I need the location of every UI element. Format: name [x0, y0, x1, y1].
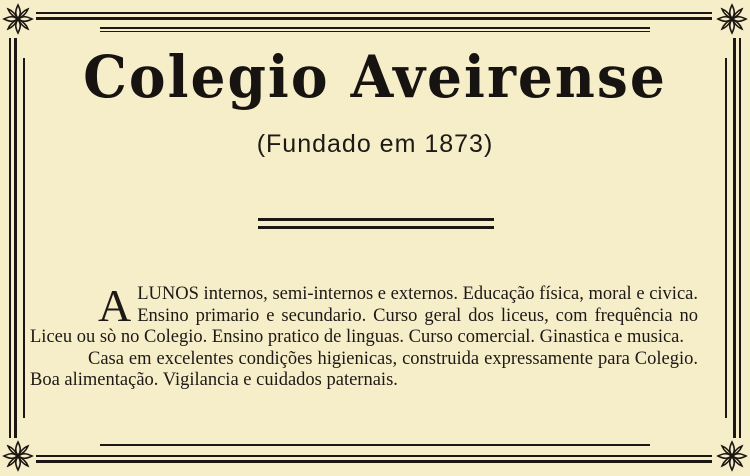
right-border-rule: [725, 58, 727, 418]
bottom-border-rule: [36, 460, 712, 463]
section-divider: [258, 226, 494, 229]
page-title: Colegio Aveirense: [83, 42, 667, 111]
paragraph-text: LUNOS internos, semi-internos e externos. Educação física, moral e civica. Ensino primario e secundario. Curso geral dos liceus, com frequência no Liceu ou sò no Colegio. Ensino pratico de linguas. Curso comercial. Ginastica e musica.: [30, 284, 698, 347]
top-border-rule: [100, 31, 650, 32]
drop-cap: A: [98, 280, 132, 331]
left-border-rule: [23, 58, 25, 418]
flower-ornament-icon: [715, 2, 749, 36]
bottom-border-rule: [36, 455, 712, 457]
body-paragraph: Casa em excelentes condições higienicas, construida expressamente para Colegio. Boa alimentação. Vigilancia e cuidados paternais.: [30, 348, 698, 390]
section-divider: [258, 218, 494, 221]
flower-ornament-icon: [715, 439, 749, 473]
top-border-rule: [36, 17, 712, 20]
flower-ornament-icon: [1, 439, 35, 473]
top-border-rule: [100, 27, 650, 29]
top-border-rule: [36, 12, 712, 14]
bottom-border-rule: [100, 444, 650, 446]
flower-ornament-icon: [1, 2, 35, 36]
advertisement-body: [30, 280, 698, 392]
body-paragraph: [30, 280, 698, 349]
founding-subtitle: (Fundado em 1873): [256, 130, 494, 158]
